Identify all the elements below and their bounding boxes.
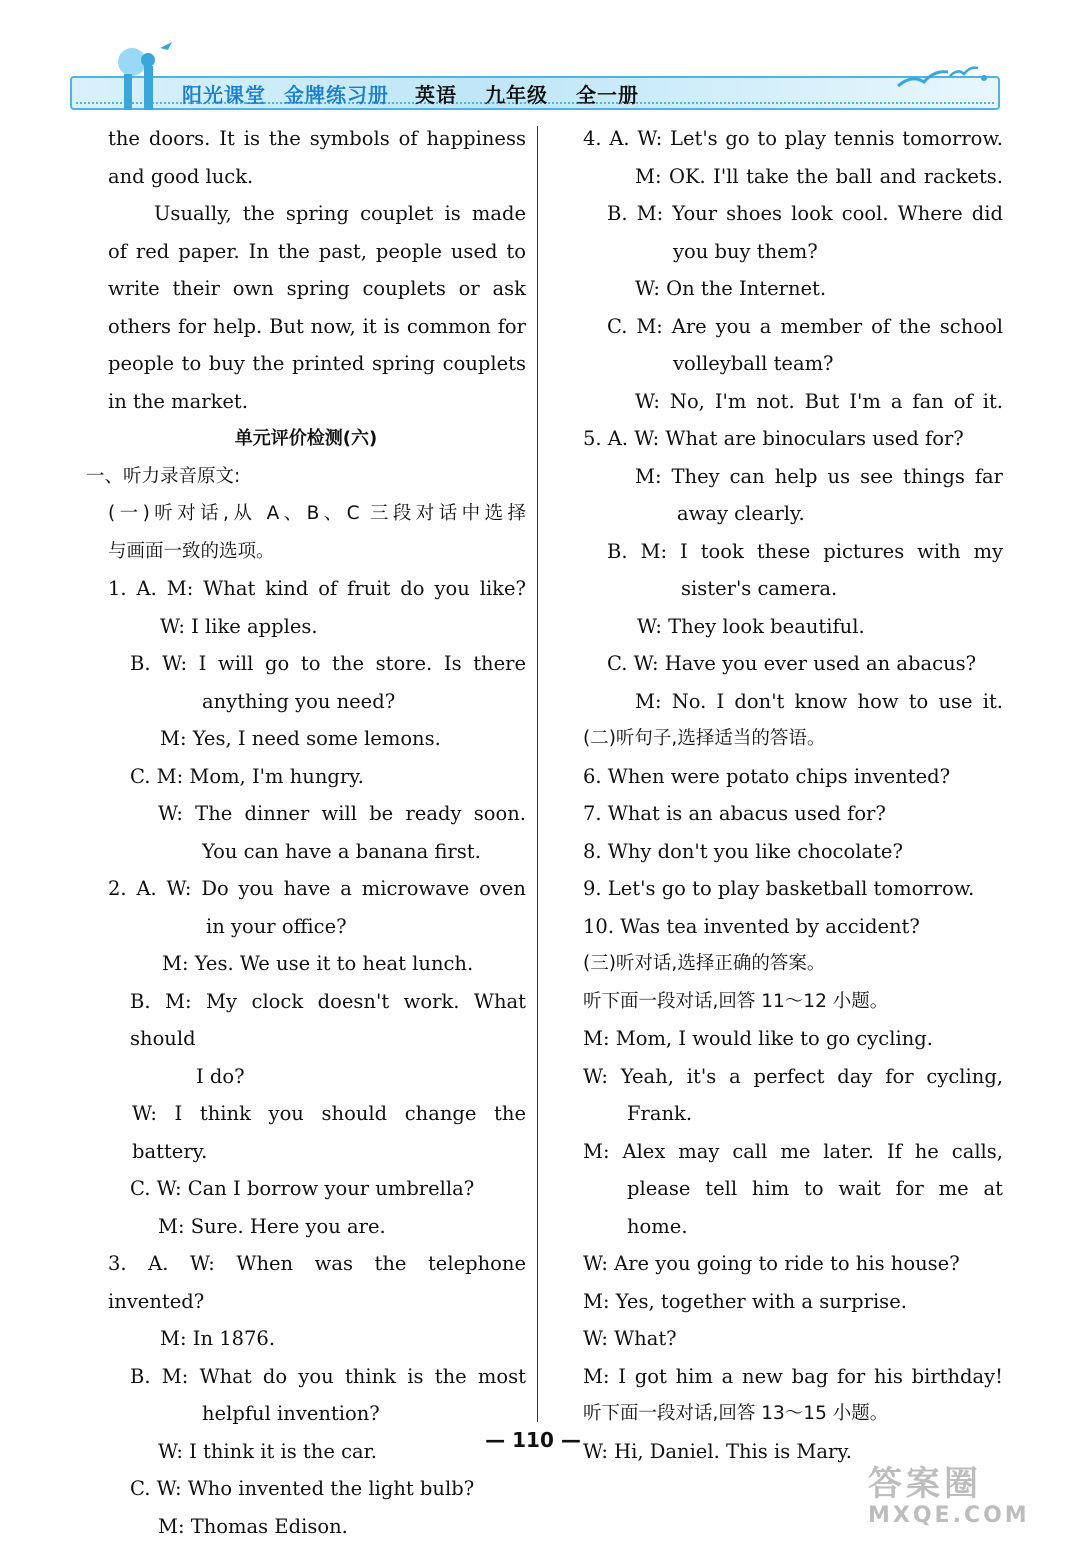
text-line: Usually, the spring couplet is made — [86, 195, 526, 233]
text-line: the doors. It is the symbols of happiness — [86, 120, 526, 158]
text-line: of red paper. In the past, people used to — [86, 233, 526, 271]
text-line: You can have a banana first. — [86, 833, 526, 871]
text-line: 4. A. W: Let's go to play tennis tomorrow. — [583, 120, 1003, 158]
text-line: M: Alex may call me later. If he calls, — [583, 1133, 1003, 1171]
text-line: M: Yes, I need some lemons. — [86, 720, 526, 758]
text-line: B. M: I took these pictures with my — [583, 533, 1003, 571]
page-header — [70, 40, 1000, 118]
book-name: 金牌练习册 — [284, 79, 389, 108]
text-line: W: No, I'm not. But I'm a fan of it. — [583, 383, 1003, 421]
header-title — [182, 79, 667, 107]
text-line: W: I think it is the car. — [86, 1433, 526, 1471]
text-line: (一)听对话,从 A、B、C 三段对话中选择 — [86, 495, 526, 533]
right-column — [583, 120, 1003, 1470]
watermark-domain: MXQE.COM — [868, 1504, 1058, 1528]
text-line: B. W: I will go to the store. Is there — [86, 645, 526, 683]
text-line: W: Yeah, it's a perfect day for cycling, — [583, 1058, 1003, 1096]
text-line: 单元评价检测(六) — [86, 420, 526, 458]
volume-label: 全一册 — [576, 79, 639, 108]
text-line: in your office? — [86, 908, 526, 946]
text-line: C. W: Can I borrow your umbrella? — [86, 1170, 526, 1208]
text-line: 听下面一段对话,回答 11～12 小题。 — [583, 983, 1003, 1021]
text-line: M: Yes, together with a surprise. — [583, 1283, 1003, 1321]
text-line: W: Hi, Daniel. This is Mary. — [583, 1433, 1003, 1471]
text-line: M: Mom, I would like to go cycling. — [583, 1020, 1003, 1058]
subject-label: 英语 — [415, 79, 457, 108]
text-line: B. M: What do you think is the most — [86, 1358, 526, 1396]
text-line: M: In 1876. — [86, 1320, 526, 1358]
text-line: anything you need? — [86, 683, 526, 721]
text-line: C. W: Who invented the light bulb? — [86, 1470, 526, 1508]
site-watermark — [868, 1464, 1058, 1532]
page-number: — 110 — — [0, 1428, 1066, 1452]
text-line: W: The dinner will be ready soon. — [86, 795, 526, 833]
text-line: please tell him to wait for me at home. — [583, 1170, 1003, 1245]
column-divider — [537, 126, 538, 1422]
text-line: W: What? — [583, 1320, 1003, 1358]
text-line: 8. Why don't you like chocolate? — [583, 833, 1003, 871]
text-line: 听下面一段对话,回答 13～15 小题。 — [583, 1395, 1003, 1433]
text-line: (二)听句子,选择适当的答语。 — [583, 720, 1003, 758]
text-line: 7. What is an abacus used for? — [583, 795, 1003, 833]
sun-logo-icon — [110, 40, 180, 112]
text-line: M: OK. I'll take the ball and rackets. — [583, 158, 1003, 196]
text-line: others for help. But now, it is common for — [86, 308, 526, 346]
text-line: W: On the Internet. — [583, 270, 1003, 308]
grade-label: 九年级 — [485, 79, 548, 108]
text-line: in the market. — [86, 383, 526, 421]
text-line: M: I got him a new bag for his birthday! — [583, 1358, 1003, 1396]
text-line: volleyball team? — [583, 345, 1003, 383]
text-line: helpful invention? — [86, 1395, 526, 1433]
text-line: W: I like apples. — [86, 608, 526, 646]
text-line: Frank. — [583, 1095, 1003, 1133]
text-line: B. M: Your shoes look cool. Where did — [583, 195, 1003, 233]
text-line: I do? — [86, 1058, 526, 1096]
watermark-title: 答案圈 — [868, 1464, 1058, 1504]
text-line: C. W: Have you ever used an abacus? — [583, 645, 1003, 683]
text-line: and good luck. — [86, 158, 526, 196]
text-line: M: Sure. Here you are. — [86, 1208, 526, 1246]
text-line: you buy them? — [583, 233, 1003, 271]
series-name: 阳光课堂 — [182, 79, 266, 108]
text-line: C. M: Mom, I'm hungry. — [86, 758, 526, 796]
text-line: M: No. I don't know how to use it. — [583, 683, 1003, 721]
text-line: (三)听对话,选择正确的答案。 — [583, 945, 1003, 983]
text-line: 2. A. W: Do you have a microwave oven — [86, 870, 526, 908]
text-line: M: Thomas Edison. — [86, 1508, 526, 1545]
text-line: sister's camera. — [583, 570, 1003, 608]
text-line: B. M: My clock doesn't work. What should — [86, 983, 526, 1058]
text-line: M: They can help us see things far — [583, 458, 1003, 496]
text-line: W: They look beautiful. — [583, 608, 1003, 646]
text-line: C. M: Are you a member of the school — [583, 308, 1003, 346]
text-line: 10. Was tea invented by accident? — [583, 908, 1003, 946]
birds-icon — [890, 56, 990, 96]
left-column — [86, 120, 526, 1545]
text-line: W: I think you should change the battery. — [86, 1095, 526, 1170]
text-line: write their own spring couplets or ask — [86, 270, 526, 308]
text-line: 1. A. M: What kind of fruit do you like? — [86, 570, 526, 608]
text-line: 3. A. W: When was the telephone invented? — [86, 1245, 526, 1320]
text-line: M: Yes. We use it to heat lunch. — [86, 945, 526, 983]
text-line: 9. Let's go to play basketball tomorrow. — [583, 870, 1003, 908]
text-line: 与画面一致的选项。 — [86, 533, 526, 571]
text-line: W: Are you going to ride to his house? — [583, 1245, 1003, 1283]
text-line: 一、听力录音原文: — [86, 458, 526, 496]
text-line: away clearly. — [583, 495, 1003, 533]
text-line: 5. A. W: What are binoculars used for? — [583, 420, 1003, 458]
text-line: 6. When were potato chips invented? — [583, 758, 1003, 796]
text-line: people to buy the printed spring couplets — [86, 345, 526, 383]
